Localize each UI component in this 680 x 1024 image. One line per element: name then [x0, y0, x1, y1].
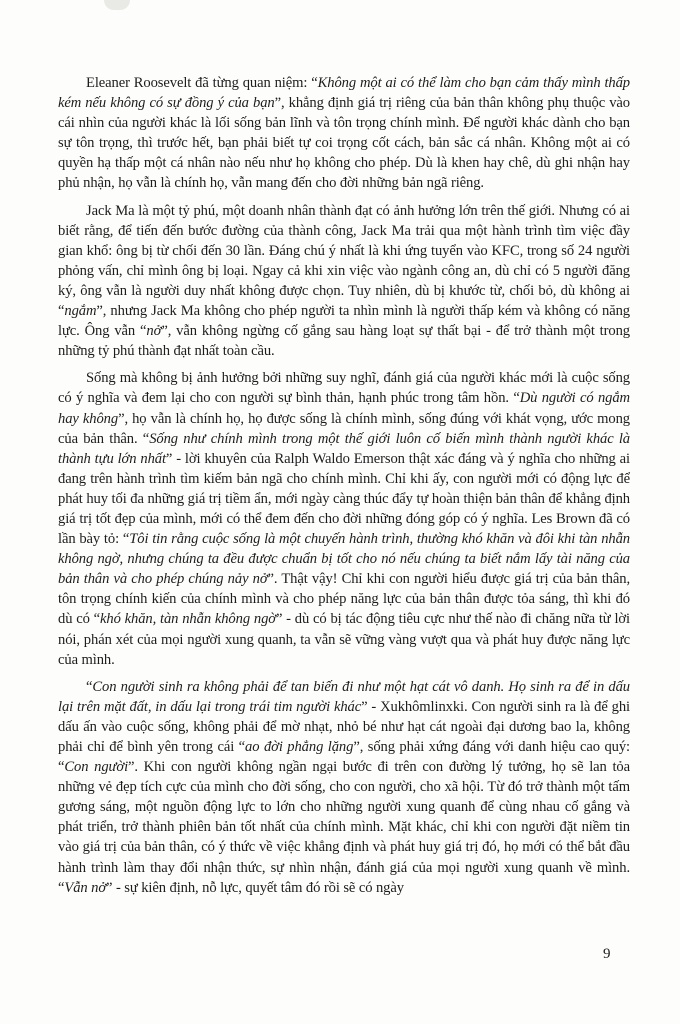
- body-text: [58, 73, 630, 898]
- italic-quote: Sống như chính mình trong một thế giới luôn cố biến mình thành người khác là thành tựu lớn nhất: [58, 430, 631, 467]
- text-run: ” - dù có bị tác động tiêu cực như thế nào đi chăng nữa từ lời nói, phán xét của mọi người xung quanh, ta vẫn sẽ vững vàng vượt qua và phát huy được năng lực của mình.: [58, 611, 630, 668]
- text-run: ”. Khi con người không ngần ngại bước đi trên con đường lý tưởng, họ sẽ lan tỏa những vẻ đẹp tích cực của mình cho đời sống, cho con người, cho xã hội. Từ đó trở thành một tấm gương sáng, một nguồn động lực to lớn cho những người xung quanh để cùng nhau cố gắng và phát triển, trở thành phiên bản tốt nhất của chính mình. Mặt khác, chỉ khi con người đặt niềm tin vào giá trị của bản thân, có ý thức về việc khẳng định và phát huy giá trị đó, họ mới có thể bắt đầu hành trình làm thay đổi nhận thức, sự nhìn nhận, đánh giá của mọi người xung quanh về mình. “: [58, 759, 630, 896]
- text-run: ”. Thật vậy! Chỉ khi con người hiểu được giá trị của bản thân, tôn trọng chính kiến của chính mình và cho phép năng lực của bản thân được tỏa sáng, thì khi đó dù có “: [58, 571, 630, 628]
- text-run: ”, họ vẫn là chính họ, họ được sống là chính mình, sống đúng với khát vọng, ước mong của bản thân. “: [58, 410, 630, 447]
- text-run: Sống mà không bị ảnh hưởng bởi những suy nghĩ, đánh giá của người khác mới là cuộc sống có ý nghĩa và đem lại cho con người sự bình thản, hạnh phúc trong tâm hồn. “: [58, 370, 630, 407]
- paragraph-roosevelt: [58, 73, 630, 194]
- text-run: ”, nhưng Jack Ma không cho phép người ta nhìn mình là người thấp kém và không có năng lực. Ông vẫn “: [58, 303, 630, 340]
- text-run: Jack Ma là một tỷ phú, một doanh nhân thành đạt có ảnh hưởng lớn trên thế giới. Nhưng có ai biết rằng, để tiến đến bước đường của thành công, Jack Ma trải qua một hành trình tìm việc đầy gian khổ: ông bị từ chối đến 30 lần. Đáng chú ý nhất là khi ứng tuyển vào KFC, trong số 24 người phỏng vấn, chỉ mình ông bị loại. Ngay cả khi xin việc vào ngành công an, dù chỉ có 5 người đăng ký, ông vẫn là người duy nhất không được chọn. Tuy nhiên, dù bị khước từ, chối bỏ, dù không ai “: [58, 202, 630, 320]
- paragraph-emerson-les-brown: [58, 368, 630, 669]
- italic-quote: Không một ai có thể làm cho bạn cảm thấy mình thấp kém nếu không có sự đồng ý của bạn: [58, 75, 630, 112]
- text-run: ” - sự kiên định, nỗ lực, quyết tâm đó rồi sẽ có ngày: [106, 879, 404, 896]
- italic-quote: Tôi tin rằng cuộc sống là một chuyến hành trình, thường khó khăn và đôi khi tàn nhẫn không ngờ, nhưng chúng ta đều được chuẩn bị tốt cho nó nếu chúng ta biết nắm lấy tài năng của bản thân và cho phép chúng nảy nở: [58, 531, 630, 588]
- text-run: ”, khẳng định giá trị riêng của bản thân không phụ thuộc vào cái nhìn của người khác là lối sống bản lĩnh và tôn trọng chính mình. Để người khác dành cho bạn sự tôn trọng, thì trước hết, bạn phải biết tự coi trọng cốt cách, bản sắc cá nhân. Không một ai có quyền hạ thấp một cá nhân nào nếu như họ không cho phép. Dù là khen hay chê, dù ghi nhận hay phủ nhận, họ vẫn là chính họ, vẫn mang đến cho đời những bản ngã riêng.: [58, 95, 631, 192]
- italic-quote: Dù người có ngắm hay không: [58, 390, 630, 427]
- italic-quote: ngắm: [64, 303, 97, 320]
- italic-quote: nở: [146, 323, 162, 340]
- italic-quote: ao đời phẳng lặng: [245, 739, 354, 755]
- paragraph-xukhomlinxki: [58, 677, 630, 898]
- italic-quote: khó khăn, tàn nhẫn không ngờ: [100, 611, 276, 628]
- text-run: ” - Xukhômlinxki. Con người sinh ra là để ghi dấu ấn vào cuộc sống, không phải để mờ nhạt, nhỏ bé như hạt cát ngoài đại dương bao la, không phải chỉ để bình yên trong cái “: [58, 698, 630, 755]
- text-run: ”, sống phải xứng đáng với danh hiệu cao quý: “: [58, 739, 630, 776]
- paragraph-jack-ma: [58, 201, 630, 362]
- italic-quote: Con người sinh ra không phải để tan biến đi như một hạt cát vô danh. Họ sinh ra để in dấu lại trên mặt đất, in dấu lại trong trái tim người khác: [58, 678, 630, 715]
- italic-quote: Con người: [64, 759, 129, 776]
- text-run: ”, vẫn không ngừng cố gắng sau hàng loạt sự thất bại - để trở thành một trong những tỷ phú thành đạt nhất toàn cầu.: [58, 323, 630, 360]
- text-run: ” - lời khuyên của Ralph Waldo Emerson thật xác đáng và ý nghĩa cho những ai đang trên hành trình tìm kiếm bản ngã cho chính mình. Chỉ khi ấy, con người mới có động lực để phát huy tối đa những giá trị tiềm ẩn, mới ngày càng thúc đẩy tự hoàn thiện bản thân để khẳng định giá trị tốt đẹp của mình, mới có thể đem đến cho đời những đóng góp có ý nghĩa. Les Brown đã có lần bày tỏ: “: [58, 450, 630, 548]
- text-run: “: [86, 678, 93, 695]
- page-number: 9: [603, 946, 611, 962]
- italic-quote: Vẫn nở: [64, 879, 107, 896]
- text-run: Eleaner Roosevelt đã từng quan niệm: “: [86, 75, 318, 91]
- scan-mark: [104, 0, 130, 10]
